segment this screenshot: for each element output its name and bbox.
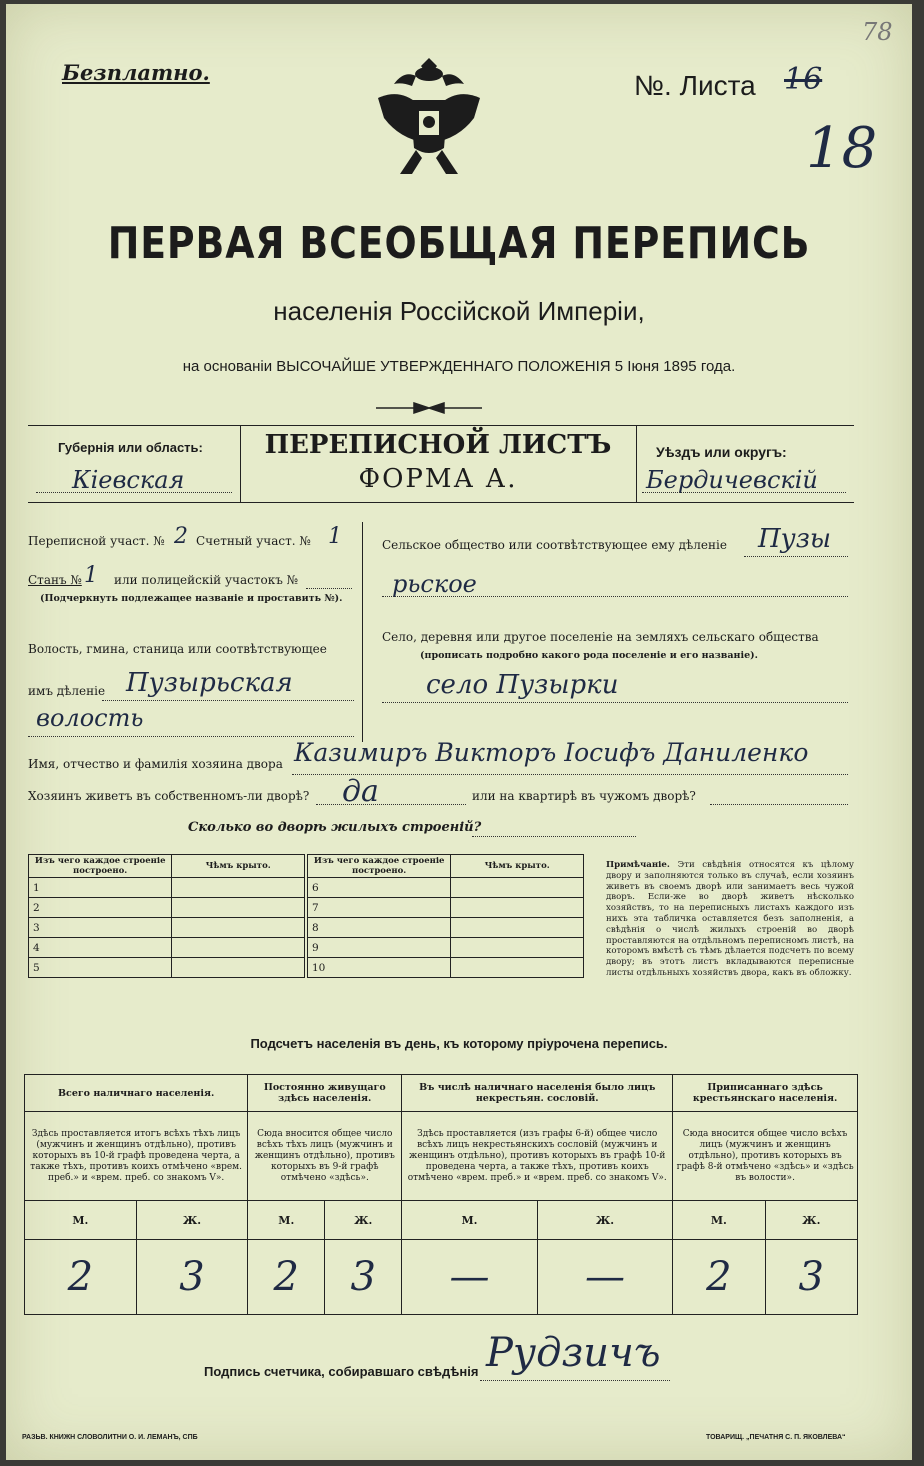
selskoe-value-2: рьское bbox=[392, 570, 477, 598]
table-row: 1 6 bbox=[29, 878, 584, 898]
sheet-number-label: №. Листа bbox=[634, 70, 756, 101]
stan-label: Станъ № bbox=[28, 573, 82, 587]
stan-suffix: или полицейскій участокъ № bbox=[114, 573, 299, 587]
nonpeasant-female: — bbox=[537, 1240, 672, 1315]
col-non-peasant: Въ числѣ наличнаго населенія было лицъ некрестьян. сословій. bbox=[402, 1075, 673, 1112]
owner-name-value: Казимиръ Викторъ Іосифъ Даниленко bbox=[294, 738, 809, 767]
count-title: Подсчетъ населенія въ день, къ которому пріурочена перепись. bbox=[250, 1036, 668, 1051]
note-text: Эти свѣдѣнія относятся къ цѣлому двору и заполняются только въ случаѣ, если хозяинъ живетъ въ своемъ дворѣ или занимаетъ весь чужой дворъ. Если-же во дворѣ живетъ нѣсколько хозяйствъ, то на переписныхъ листахъ каждого изъ нихъ эта табличка оставляется безъ заполненія, а свѣдѣнія о числѣ жилыхъ строеній во дворѣ проставляются на отдѣльномъ переписномъ листѣ, на которомъ вмѣстѣ съ тѣмъ дѣлается подсчетъ по всему двору; въ этотъ листъ вкладываются переписные листы отдѣльныхъ хозяйствъ двора, какъ въ обложку. bbox=[606, 860, 854, 978]
stan-value: 1 bbox=[84, 563, 98, 588]
volost-label: Волость, гмина, станица или соотвѣтствующее bbox=[28, 642, 327, 656]
title-sub: населенія Россійской Имперіи, bbox=[273, 296, 645, 326]
selskoe-label: Сельское общество или соотвѣтствующее ему дѣленіе bbox=[382, 538, 727, 552]
ornament-divider bbox=[374, 400, 484, 416]
census-form-page bbox=[6, 4, 912, 1460]
table-row: 3 8 bbox=[29, 918, 584, 938]
margin-number: 78 bbox=[862, 18, 893, 46]
volost-label-2: имъ дѣленіе bbox=[28, 684, 106, 698]
col-roof: Чѣмъ крыто. bbox=[172, 855, 306, 878]
perepisnoy-value: 2 bbox=[174, 524, 188, 549]
free-label: Безплатно. bbox=[62, 60, 210, 85]
uezd-value: Бердичевскій bbox=[646, 466, 818, 494]
signature-value: Рудзичъ bbox=[486, 1330, 661, 1376]
peasant-male: 2 bbox=[673, 1240, 765, 1315]
selo-note: (прописать подробно какого рода поселеніе и его названіе). bbox=[420, 650, 758, 661]
table-row: 5 10 bbox=[29, 958, 584, 978]
schetny-label: Счетный участ. № bbox=[196, 534, 311, 548]
col-roof-2: Чѣмъ крыто. bbox=[451, 855, 584, 878]
total-male: 2 bbox=[25, 1240, 137, 1315]
volost-value-2: волость bbox=[36, 704, 144, 732]
double-headed-eagle-icon bbox=[374, 54, 484, 184]
print-left: РАЗЬВ. КНИЖН СЛОВОЛИТНИ О. И. ЛЕМАНЪ, СПБ bbox=[22, 1434, 198, 1441]
sheet-number-value: 16 bbox=[784, 62, 823, 97]
col-material: Изъ чего каждое строеніе построено. bbox=[29, 855, 172, 878]
title-main: ПЕРВАЯ ВСЕОБЩАЯ ПЕРЕПИСЬ bbox=[107, 218, 811, 269]
schetny-value: 1 bbox=[328, 524, 342, 549]
own-yard-label: Хозяинъ живетъ въ собственномъ-ли дворѣ? bbox=[28, 789, 310, 803]
own-yard-value: да bbox=[342, 774, 379, 809]
note-block bbox=[606, 860, 854, 979]
sheet-title: ПЕРЕПИСНОЙ ЛИСТЪ bbox=[264, 430, 612, 460]
selo-value: село Пузырки bbox=[426, 670, 619, 700]
buildings-table bbox=[28, 854, 584, 978]
perepisnoy-label: Переписной участ. № bbox=[28, 534, 165, 548]
col-permanent: Постоянно живущаго здѣсь населенія. bbox=[248, 1075, 402, 1112]
legal-basis: на основаніи ВЫСОЧАЙШЕ УТВЕРЖДЕННАГО ПОЛОЖЕНІЯ 5 Іюня 1895 года. bbox=[182, 358, 736, 375]
nonpeasant-male: — bbox=[402, 1240, 537, 1315]
col-peasant: Приписаннаго здѣсь крестьянскаго населенія. bbox=[673, 1075, 858, 1112]
guberniya-value: Кіевская bbox=[72, 466, 185, 494]
col-total-present: Всего наличнаго населенія. bbox=[25, 1075, 248, 1112]
total-female: 3 bbox=[136, 1240, 248, 1315]
note-title: Примѣчаніе. bbox=[606, 860, 670, 870]
buildings-label: Сколько во дворѣ жилыхъ строеній? bbox=[188, 820, 482, 835]
selo-label: Село, деревня или другое поселеніе на земляхъ сельскаго общества bbox=[382, 630, 819, 644]
volost-value: Пузырьская bbox=[126, 668, 293, 698]
col-material-2: Изъ чего каждое строеніе построено. bbox=[306, 855, 451, 878]
uezd-label: Уѣздъ или округъ: bbox=[656, 444, 787, 460]
print-right: ТОВАРИЩ. „ПЕЧАТНЯ С. П. ЯКОВЛЕВА“ bbox=[706, 1434, 846, 1441]
guberniya-label: Губернія или область: bbox=[58, 440, 203, 455]
population-count-table: Всего наличнаго населенія. Постоянно живущаго здѣсь населенія. Въ числѣ наличнаго населенія было лицъ некрестьян. сословій. Приписаннаго здѣсь крестьянскаго населенія. Здѣсь проставляется итогъ всѣхъ тѣхъ лицъ (мужчинъ и женщинъ отдѣльно), противъ которыхъ въ 10-й графѣ проведена черта, а также тѣхъ, противъ коихъ отмѣчено «врем. преб.» и «врем. преб. со знакомъ V». Сюда вносится общее число всѣхъ тѣхъ лицъ (мужчинъ и женщинъ отдѣльно), противъ которыхъ въ 9-й графѣ отмѣчено «здѣсь». Здѣсь проставляется (изъ графы 6-й) общее число всѣхъ лицъ некрестьянскихъ сословій (мужчинъ и женщинъ отдѣльно), противъ которыхъ въ графѣ 10-й проведена черта, а также тѣхъ, противъ коихъ отмѣчено «врем. преб.» и «врем. преб. со знакомъ V». Сюда вносится общее число всѣхъ лицъ (мужчинъ и женщинъ отдѣльно), противъ которыхъ въ графѣ 8-й отмѣчено «здѣсь» и «здѣсь въ волости». М. Ж. М. Ж. М. Ж. М. Ж. 2 3 2 3 — — 2 3 bbox=[24, 1074, 858, 1315]
selskoe-value: Пузы bbox=[758, 524, 832, 554]
stan-note: (Подчеркнуть подлежащее названіе и проставить №). bbox=[40, 593, 343, 604]
signature-label: Подпись счетчика, собиравшаго свѣдѣнія bbox=[204, 1364, 479, 1379]
rent-label: или на квартирѣ въ чужомъ дворѣ? bbox=[472, 789, 696, 803]
owner-name-label: Имя, отчество и фамилія хозяина двора bbox=[28, 757, 283, 771]
peasant-female: 3 bbox=[765, 1240, 857, 1315]
table-row: 4 9 bbox=[29, 938, 584, 958]
table-row: 2 7 bbox=[29, 898, 584, 918]
form-a-label: ФОРМА А. bbox=[358, 464, 518, 494]
handwritten-sheet-number: 18 bbox=[806, 116, 878, 181]
permanent-female: 3 bbox=[325, 1240, 402, 1315]
permanent-male: 2 bbox=[248, 1240, 325, 1315]
